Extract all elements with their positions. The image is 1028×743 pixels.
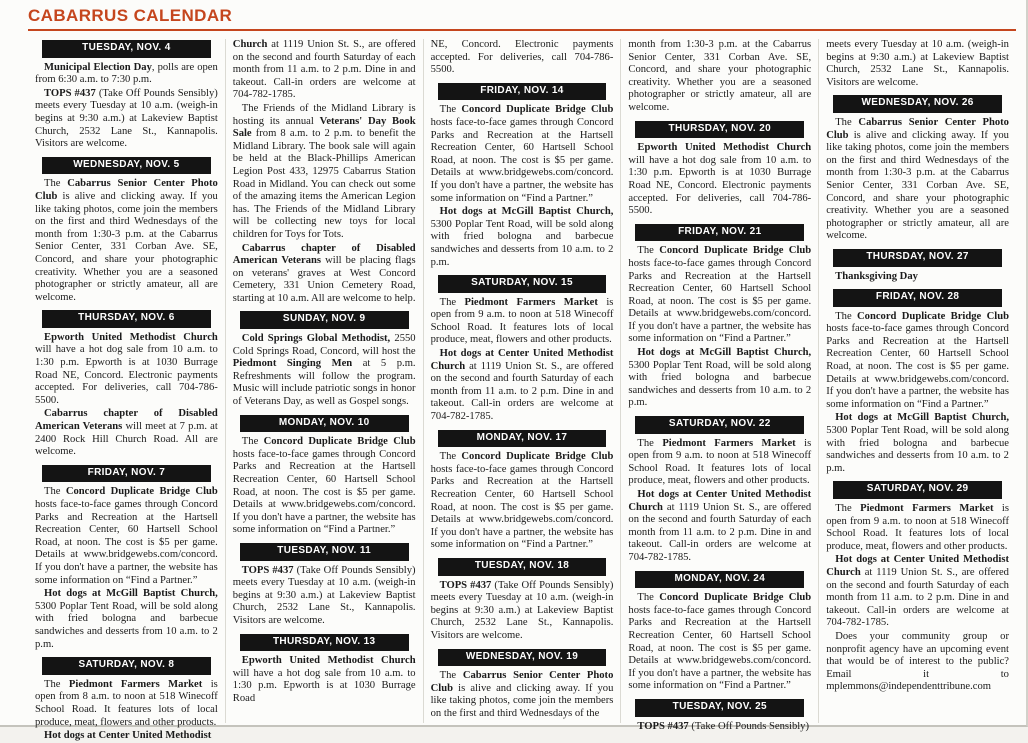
event-item	[826, 271, 1009, 284]
event-text: is alive and clicking away. If you like taking photos, come join the members on the first and third Wednesdays of the month from 1:30-3 p.m. at the Cabarrus Senior Center, 331 Corban Ave. SE, Concord, and share your photographic creativity. Whether you are a seasoned photographer or strictly amateur, all are welcome.	[826, 129, 1009, 242]
event-item	[628, 142, 811, 218]
date-header: FRIDAY, NOV. 21	[635, 224, 804, 242]
page-title: CABARRUS CALENDAR	[28, 6, 233, 25]
event-text: hosts face-to-face games through Concord Parks and Recreation at the Hartsell Recreation Center, 60 Hartsell School Road, at noon. The cost is $5 per game. Details at www.bridgewebs.com/concord. If you don't have a partner, the website has some information on “Find a Partner.”	[35, 499, 218, 586]
event-item	[431, 670, 614, 720]
event-text: is alive and clicking away. If you like taking photos, come join the members on the first and third Wednesdays of the month from 1:30-3 p.m. at the Cabarrus Senior Center, 331 Corban Ave. SE, Concord, and share your photographic creativity. Whether you are a seasoned photographer or strictly amateur, all are welcome.	[35, 190, 218, 303]
event-text: at 1119 Union St. S., are offered on the second and fourth Saturday of each month from 11 a.m. to 2 p.m. Dine in and takeout. Call-in orders are welcome at 704-782-1785.	[628, 501, 812, 563]
event-text: will have a hot dog sale from 10 a.m. to 1:30 p.m. Epworth is at 1030 Burrage Road	[232, 667, 416, 704]
date-header: TUESDAY, NOV. 18	[438, 558, 607, 576]
event-text: 5300 Poplar Tent Road, will be sold along with fried bologna and barbecue sandwiches and desserts from 10 a.m. to 2 p.m.	[628, 359, 812, 409]
event-text: is open from 8 a.m. to noon at 518 Winecoff School Road. It features lots of local produce, meat, flowers and other products.	[35, 678, 218, 728]
event-text: 2550 Cold Springs Road, Concord, will host the	[232, 333, 416, 357]
event-item	[233, 565, 416, 628]
calendar-column-5	[818, 39, 1016, 723]
event-text: is open from 9 a.m. to noon at 518 Winecoff School Road. It features lots of local produce, meat, flowers and other products.	[430, 296, 614, 346]
event-text: The	[439, 670, 463, 682]
date-header: WEDNESDAY, NOV. 19	[438, 649, 607, 667]
event-item	[826, 412, 1009, 475]
event-item	[826, 311, 1009, 412]
event-name: Hot dogs at Center United Methodist Church	[430, 348, 614, 372]
event-text: month from 1:30-3 p.m. at the Cabarrus Senior Center, 331 Corban Ave. SE, Concord, and share your photographic creativity. Whether you are a seasoned photographer or strictly amateur, all are welcome.	[628, 39, 812, 113]
event-item	[233, 333, 416, 409]
event-text: The	[439, 451, 462, 463]
date-header: SUNDAY, NOV. 9	[240, 311, 409, 329]
event-text: hosts face-to-face games through Concord Parks and Recreation at the Hartsell Recreation Center, 60 Hartsell School Road, at noon. The cost is $5 per game. Details at www.bridgewebs.com/concord. If you don't have a partner, the website has some information on “Find a Partner.”	[430, 463, 614, 551]
event-text: from 8 a.m. to 2 p.m. to benefit the Midland Library. The book sale will again be held at the Black-Phillips American Legion Post 433, 12975 Cabarrus Station Road in Midland. You can check out some of the amazing items the American Legion has. The Friends of the Midland Library will be collecting new toys for local children for Toys for Tots.	[232, 128, 416, 240]
event-text: The	[835, 116, 859, 128]
event-text: , polls are open from 6:30 a.m. to 7:30 p.m.	[35, 61, 218, 86]
event-item	[826, 503, 1009, 553]
event-text: will have a hot dog sale from 10 a.m. to 1:30 p.m. Epworth is at 1030 Burrage Road NE, Concord. Electronic payments accepted. For deliveries, call 704-786-5500.	[628, 154, 812, 217]
event-item	[233, 436, 416, 537]
event-text: The	[637, 592, 660, 604]
event-text: will have a hot dog sale from 10 a.m. to 1:30 p.m. Epworth is at 1030 Burrage Road NE, Concord. Electronic payments accepted. For deliveries, call 704-786-5500.	[35, 344, 218, 406]
calendar-column-2	[225, 39, 423, 723]
event-item	[826, 554, 1009, 630]
event-name: Thanksgiving Day	[835, 270, 918, 282]
event-name: Hot dogs at McGill Baptist Church,	[637, 347, 812, 359]
event-text: The	[439, 296, 465, 308]
calendar-column-1	[28, 39, 225, 742]
event-text: The	[44, 178, 68, 190]
event-item	[628, 438, 811, 488]
event-text: at 5 p.m. Refreshments will follow the program. Music will include patriotic songs in honor of Veterans Day, as well as Gospel songs.	[232, 358, 416, 408]
date-header: SATURDAY, NOV. 22	[635, 416, 804, 434]
event-item	[431, 451, 614, 552]
event-name: TOPS #437	[439, 579, 492, 591]
event-item	[826, 39, 1009, 89]
date-header: TUESDAY, NOV. 25	[635, 699, 804, 717]
page-header	[28, 6, 1016, 31]
event-name: TOPS #437	[44, 87, 96, 99]
event-item	[35, 730, 218, 743]
event-text: NE, Concord. Electronic payments accepted. For deliveries, call 704-786-5500.	[430, 39, 614, 76]
event-text: The	[835, 503, 861, 514]
event-name: TOPS #437	[241, 564, 294, 576]
event-item	[35, 679, 218, 729]
event-text: The	[439, 104, 462, 116]
event-text: The	[44, 486, 66, 498]
event-text: hosts face-to-face games through Concord Parks and Recreation at the Hartsell Recreation Center, 60 Hartsell School Road, at noon. The cost is $5 per game. Details at www.bridgewebs.com/concord. If you don't have a partner, the website has some information on “Find a Partner.”	[430, 116, 614, 204]
event-text: The Friends of the Midland Library is hosting its annual	[232, 102, 416, 127]
event-text: (Take Off Pounds Sensibly)	[688, 720, 810, 732]
event-item	[628, 347, 811, 410]
event-name: Concord Duplicate Bridge Club	[263, 436, 416, 448]
event-text: hosts face-to-face games through Concord Parks and Recreation at the Hartsell Recreation Center, 60 Hartsell School Road, at noon. The cost is $5 per game. Details at www.bridgewebs.com/concord. If you don't have a partner, the website has some information on “Find a Partner.”	[628, 604, 812, 692]
event-item	[35, 408, 218, 458]
event-item	[628, 489, 811, 565]
event-item	[628, 39, 811, 115]
event-name: Hot dogs at Center United Methodist Church	[826, 554, 1009, 578]
event-item	[431, 104, 614, 205]
date-header: SATURDAY, NOV. 29	[833, 481, 1002, 499]
event-name: TOPS #437	[637, 720, 689, 732]
event-text: is alive and clicking away. If you like taking photos, come join the members on the first and third Wednesdays of the	[430, 682, 614, 719]
event-item	[431, 206, 614, 269]
event-name: Cabarrus Senior Center Photo Club	[35, 178, 218, 202]
event-text: The	[835, 310, 857, 322]
event-item	[233, 243, 416, 306]
event-text: 5300 Poplar Tent Road, will be sold along with fried bologna and barbecue sandwiches and desserts from 10 a.m. to 2 p.m.	[430, 218, 614, 268]
event-item	[628, 592, 811, 693]
event-item	[826, 631, 1009, 694]
event-item	[35, 88, 218, 151]
date-header: WEDNESDAY, NOV. 5	[42, 157, 211, 175]
date-header: FRIDAY, NOV. 14	[438, 83, 607, 101]
event-name: Concord Duplicate Bridge Club	[857, 310, 1009, 322]
event-name: Hot dogs at McGill Baptist Church,	[835, 412, 1009, 424]
event-name: Cabarrus Senior Center Photo Club	[430, 670, 614, 694]
event-name: Hot dogs at Center United Methodist	[44, 730, 212, 742]
event-text: will be placing flags on veterans' graves at West Concord Cemetery, 331 Union Cemetery Road, starting at 10 a.m. All are welcome to help.	[232, 255, 416, 304]
event-name: Piedmont Farmers Market	[464, 296, 598, 308]
date-header: THURSDAY, NOV. 20	[635, 121, 804, 139]
event-name: Cabarrus chapter of Disabled American Veterans	[35, 408, 218, 433]
event-text: 5300 Poplar Tent Road, will be sold along with fried bologna and barbecue sandwiches and desserts from 10 a.m. to 2 p.m.	[35, 600, 218, 650]
event-name: Church	[232, 39, 268, 50]
event-text: 5300 Poplar Tent Road, will be sold along with fried bologna and barbecue sandwiches and desserts from 10 a.m. to 2 p.m.	[826, 425, 1009, 474]
event-name: Epworth United Methodist Church	[637, 142, 812, 154]
event-text: hosts face-to-face games through Concord Parks and Recreation at the Hartsell Recreation Center, 60 Hartsell School Road, at noon. The cost is $5 per game. Details at www.bridgewebs.com/concord. If you don't have a partner, the website has some information on “Find a Partner.”	[826, 323, 1009, 410]
event-name: Concord Duplicate Bridge Club	[65, 486, 218, 498]
date-header: THURSDAY, NOV. 27	[833, 249, 1002, 267]
date-header: SATURDAY, NOV. 8	[42, 657, 211, 675]
event-name: Piedmont Farmers Market	[662, 437, 796, 449]
event-item	[233, 39, 416, 102]
event-text: (Take Off Pounds Sensibly) meets every Tuesday at 10 a.m. (weigh-in begins at 9:30 a.m.) at Lakeview Baptist Church, 2532 Lane St., Kannapolis. Visitors are welcome.	[35, 87, 218, 150]
event-text: The	[637, 437, 663, 449]
date-header: WEDNESDAY, NOV. 26	[833, 95, 1002, 113]
calendar-column-3	[423, 39, 621, 723]
event-name: Cabarrus chapter of Disabled American Veterans	[232, 242, 416, 267]
calendar-column-4	[620, 39, 818, 732]
event-name: Hot dogs at McGill Baptist Church,	[439, 206, 614, 218]
date-header: THURSDAY, NOV. 6	[42, 310, 211, 328]
event-text: The	[44, 678, 69, 690]
event-item	[628, 245, 811, 346]
event-text: is open from 9 a.m. to noon at 518 Winecoff School Road. It features lots of local produce, meat, flowers and other products.	[628, 437, 812, 487]
event-name: Concord Duplicate Bridge Club	[461, 104, 614, 116]
date-header: MONDAY, NOV. 17	[438, 430, 607, 448]
event-item	[35, 178, 218, 304]
event-name: Epworth United Methodist Church	[241, 655, 416, 667]
event-name: Hot dogs at McGill Baptist Church,	[44, 588, 218, 600]
event-text: at 1119 Union St. S., are offered on the second and fourth Saturday of each month from 11 a.m. to 2 p.m. Dine in and takeout. Call-in orders are welcome at 704-782-1785.	[232, 39, 416, 101]
date-header: TUESDAY, NOV. 4	[42, 40, 211, 58]
event-item	[35, 332, 218, 408]
event-name: Cabarrus Senior Center Photo Club	[826, 116, 1009, 141]
event-text: is open from 9 a.m. to noon at 518 Winecoff School Road. It features lots of local produce, meat, flowers and other products.	[826, 503, 1009, 552]
event-item	[35, 486, 218, 587]
event-text: (Take Off Pounds Sensibly) meets every Tuesday at 10 a.m. (weigh-in begins at 9:30 a.m.) at Lakeview Baptist Church, 2532 Lane St., Kannapolis. Visitors are welcome.	[232, 564, 416, 626]
event-item	[431, 348, 614, 424]
event-name: Concord Duplicate Bridge Club	[461, 451, 614, 463]
event-item	[35, 62, 218, 87]
event-text: at 1119 Union St. S., are offered on the second and fourth Saturday of each month from 11 a.m. to 2 p.m. Dine in and takeout. Call-in orders are welcome at 704-782-1785.	[430, 360, 614, 423]
event-text: (Take Off Pounds Sensibly) meets every Tuesday at 10 a.m. (weigh-in begins at 9:30 a.m.) at Lakeview Baptist Church, 2532 Lane St., Kannapolis. Visitors are welcome.	[430, 579, 614, 641]
event-item	[431, 580, 614, 643]
event-text: hosts face-to-face games through Concord Parks and Recreation at the Hartsell Recreation Center, 60 Hartsell School Road, at noon. The cost is $5 per game. Details at www.bridgewebs.com/concord. If you don't have a partner, the website has some information on “Find a Partner.”	[232, 448, 416, 536]
event-item	[628, 721, 811, 734]
event-name: Concord Duplicate Bridge Club	[659, 245, 812, 257]
event-text: hosts face-to-face games through Concord Parks and Recreation at the Hartsell Recreation Center, 60 Hartsell School Road, at noon. The cost is $5 per game. Details at www.bridgewebs.com/concord. If you don't have a partner, the website has some information on “Find a Partner.”	[628, 257, 812, 345]
event-name: Hot dogs at Center United Methodist Church	[628, 489, 812, 513]
event-text: will meet at 7 p.m. at 2400 Rock Hill Church Road. All are welcome.	[35, 421, 218, 458]
header-rule	[28, 29, 1016, 31]
event-item	[826, 117, 1009, 243]
event-name: Piedmont Farmers Market	[860, 503, 994, 514]
event-name: Concord Duplicate Bridge Club	[659, 592, 812, 604]
event-name: Municipal Election Day	[44, 61, 152, 73]
event-item	[35, 588, 218, 651]
event-name: Epworth United Methodist Church	[44, 331, 218, 343]
event-text: The	[241, 436, 264, 448]
event-text: meets every Tuesday at 10 a.m. (weigh-in begins at 9:30 a.m.) at Lakeview Baptist Church, 2532 Lane St., Kannapolis. Visitors are welcome.	[826, 39, 1009, 88]
date-header: MONDAY, NOV. 24	[635, 571, 804, 589]
event-text: Does your community group or nonprofit agency have an upcoming event that would be of interest to the public? Email it to mplemmons@independenttribune.com	[826, 630, 1009, 693]
event-text: at 1119 Union St. S., are offered on the second and fourth Saturday of each month from 11 a.m. to 2 p.m. Dine in and takeout. Call-in orders are welcome at 704-782-1785.	[826, 566, 1009, 629]
date-header: SATURDAY, NOV. 15	[438, 275, 607, 293]
event-item	[431, 297, 614, 347]
event-text: The	[637, 245, 660, 257]
date-header: THURSDAY, NOV. 13	[240, 634, 409, 652]
date-header: FRIDAY, NOV. 28	[833, 289, 1002, 307]
event-name: Cold Springs Global Methodist,	[241, 333, 391, 345]
event-item	[233, 655, 416, 705]
event-item	[233, 103, 416, 242]
date-header: MONDAY, NOV. 10	[240, 415, 409, 433]
event-name: Piedmont Farmers Market	[68, 678, 203, 690]
event-name: Veterans' Day Book Sale	[232, 115, 416, 140]
date-header: TUESDAY, NOV. 11	[240, 543, 409, 561]
event-name: Piedmont Singing Men	[232, 358, 353, 370]
calendar-columns	[28, 39, 1016, 742]
date-header: FRIDAY, NOV. 7	[42, 465, 211, 483]
event-item	[431, 39, 614, 77]
